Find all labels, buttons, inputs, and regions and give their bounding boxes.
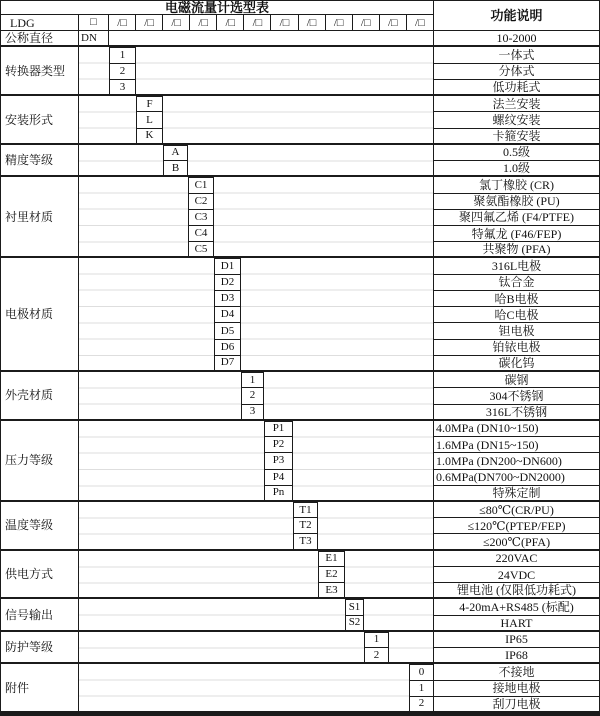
- option-desc: IP65: [434, 632, 599, 648]
- option-desc: 特殊定制: [434, 486, 599, 502]
- function-column-header: 功能说明: [434, 1, 599, 31]
- option-desc: HART: [434, 616, 599, 632]
- option-desc: 钛合金: [434, 275, 599, 291]
- category-label: 电极材质: [1, 258, 79, 372]
- option-code: P3: [264, 453, 293, 469]
- option-desc: 接地电极: [434, 681, 599, 697]
- spacer-cell: [79, 599, 345, 631]
- option-desc: 低功耗式: [434, 80, 599, 96]
- category-label: 压力等级: [1, 421, 79, 502]
- option-code: P2: [264, 437, 293, 453]
- option-desc: ≤120℃(PTEP/FEP): [434, 518, 599, 534]
- code-slot: /□: [380, 15, 407, 30]
- spacer-cell: [318, 502, 434, 551]
- option-desc: 钽电极: [434, 323, 599, 339]
- option-code: L: [136, 112, 163, 128]
- option-desc: 0.6MPa(DN700~DN2000): [434, 470, 599, 486]
- category-label: 附件: [1, 664, 79, 713]
- spacer-cell: [79, 47, 109, 96]
- category-label: 温度等级: [1, 502, 79, 551]
- option-desc: 氯丁橡胶 (CR): [434, 177, 599, 193]
- spacer-cell: [241, 258, 434, 372]
- code-slot: /□: [271, 15, 298, 30]
- spacer-cell: [109, 31, 434, 47]
- spacer-cell: [79, 96, 136, 145]
- option-code: 1: [409, 681, 434, 697]
- option-code: S2: [345, 616, 364, 632]
- option-code: 3: [241, 405, 264, 421]
- option-desc: 316L不锈钢: [434, 405, 599, 421]
- option-desc: IP68: [434, 648, 599, 664]
- option-desc: 24VDC: [434, 567, 599, 583]
- option-code: 1: [241, 372, 264, 388]
- category-label: 精度等级: [1, 145, 79, 177]
- option-code: D4: [214, 307, 241, 323]
- spacer-cell: [79, 421, 264, 502]
- spacer-cell: [79, 145, 163, 177]
- option-desc: 1.0级: [434, 161, 599, 177]
- option-desc: 刮刀电极: [434, 697, 599, 713]
- option-desc: 1.0MPa (DN200~DN600): [434, 453, 599, 469]
- option-code: D6: [214, 340, 241, 356]
- option-desc: 铂铱电极: [434, 340, 599, 356]
- spacer-cell: [136, 47, 434, 96]
- option-code: E2: [318, 567, 345, 583]
- option-desc: 聚氨酯橡胶 (PU): [434, 194, 599, 210]
- spacer-cell: [264, 372, 434, 421]
- category-label: 外壳材质: [1, 372, 79, 421]
- spacer-cell: [79, 664, 409, 713]
- option-desc: 碳钢: [434, 372, 599, 388]
- code-slot: /□: [407, 15, 434, 30]
- spacer-cell: [293, 421, 434, 502]
- option-code: 2: [409, 697, 434, 713]
- model-code-label: LDG: [1, 15, 79, 31]
- option-desc: 法兰安装: [434, 96, 599, 112]
- option-code: D1: [214, 258, 241, 274]
- spacer-cell: [188, 145, 434, 177]
- option-code: D3: [214, 291, 241, 307]
- code-slot: /□: [109, 15, 136, 30]
- option-desc: 聚四氟乙烯 (F4/PTFE): [434, 210, 599, 226]
- option-desc: 碳化钨: [434, 356, 599, 372]
- option-code: P1: [264, 421, 293, 437]
- category-label: 衬里材质: [1, 177, 79, 258]
- option-code: Pn: [264, 486, 293, 502]
- option-desc: 哈C电极: [434, 307, 599, 323]
- spacer-cell: [163, 96, 434, 145]
- option-code: 1: [109, 47, 136, 63]
- option-desc: 304不锈钢: [434, 388, 599, 404]
- option-desc: 10-2000: [434, 31, 599, 47]
- spacer-cell: [389, 632, 434, 664]
- spacer-cell: [79, 372, 241, 421]
- option-desc: ≤80℃(CR/PU): [434, 502, 599, 518]
- option-desc: 卡箍安装: [434, 129, 599, 145]
- option-code: 2: [241, 388, 264, 404]
- option-desc: 不接地: [434, 664, 599, 680]
- option-desc: 220VAC: [434, 551, 599, 567]
- spacer-cell: [79, 258, 214, 372]
- code-slot: /□: [190, 15, 217, 30]
- category-label: 安装形式: [1, 96, 79, 145]
- category-label: 转换器类型: [1, 47, 79, 96]
- code-slot: /□: [136, 15, 163, 30]
- model-code-first-slot: □: [79, 15, 109, 31]
- option-code: 2: [364, 648, 389, 664]
- option-code: C4: [188, 226, 214, 242]
- option-code: 2: [109, 64, 136, 80]
- option-code: S1: [345, 599, 364, 615]
- option-code: K: [136, 129, 163, 145]
- code-slot: /□: [353, 15, 380, 30]
- option-code: D5: [214, 323, 241, 339]
- code-slot: /□: [163, 15, 190, 30]
- option-code: C5: [188, 242, 214, 258]
- code-slot: /□: [217, 15, 244, 30]
- option-desc: 4.0MPa (DN10~150): [434, 421, 599, 437]
- option-code: T1: [293, 502, 318, 518]
- option-desc: 哈B电极: [434, 291, 599, 307]
- category-label: 公称直径: [1, 31, 79, 47]
- option-code: D7: [214, 356, 241, 372]
- spacer-cell: [364, 599, 434, 631]
- category-code: DN: [79, 31, 109, 47]
- option-code: F: [136, 96, 163, 112]
- option-desc: ≤200℃(PFA): [434, 534, 599, 550]
- category-label: 信号输出: [1, 599, 79, 631]
- spacer-cell: [79, 177, 188, 258]
- spacer-cell: [79, 551, 318, 600]
- option-code: E3: [318, 583, 345, 599]
- table-title: 电磁流量计选型表: [1, 1, 434, 15]
- spacer-cell: [79, 502, 293, 551]
- option-desc: 共聚物 (PFA): [434, 242, 599, 258]
- category-label: 供电方式: [1, 551, 79, 600]
- option-code: C3: [188, 210, 214, 226]
- option-code: A: [163, 145, 188, 161]
- option-code: D2: [214, 275, 241, 291]
- code-slot: /□: [326, 15, 353, 30]
- code-slot: /□: [299, 15, 326, 30]
- option-desc: 1.6MPa (DN15~150): [434, 437, 599, 453]
- option-code: C2: [188, 194, 214, 210]
- option-desc: 锂电池 (仅限低功耗式): [434, 583, 599, 599]
- option-code: 3: [109, 80, 136, 96]
- model-code-slots: [109, 15, 434, 31]
- code-slot: /□: [244, 15, 271, 30]
- spacer-cell: [345, 551, 434, 600]
- option-code: B: [163, 161, 188, 177]
- option-code: T2: [293, 518, 318, 534]
- option-code: E1: [318, 551, 345, 567]
- option-desc: 螺纹安装: [434, 112, 599, 128]
- category-label: 防护等级: [1, 632, 79, 664]
- option-code: 0: [409, 664, 434, 680]
- option-code: P4: [264, 470, 293, 486]
- option-code: 1: [364, 632, 389, 648]
- option-desc: 特氟龙 (F46/FEP): [434, 226, 599, 242]
- option-desc: 4-20mA+RS485 (标配): [434, 599, 599, 615]
- spacer-cell: [214, 177, 434, 258]
- option-desc: 一体式: [434, 47, 599, 63]
- option-desc: 316L电极: [434, 258, 599, 274]
- option-code: T3: [293, 534, 318, 550]
- option-desc: 分体式: [434, 64, 599, 80]
- spacer-cell: [79, 632, 364, 664]
- option-desc: 0.5级: [434, 145, 599, 161]
- option-code: C1: [188, 177, 214, 193]
